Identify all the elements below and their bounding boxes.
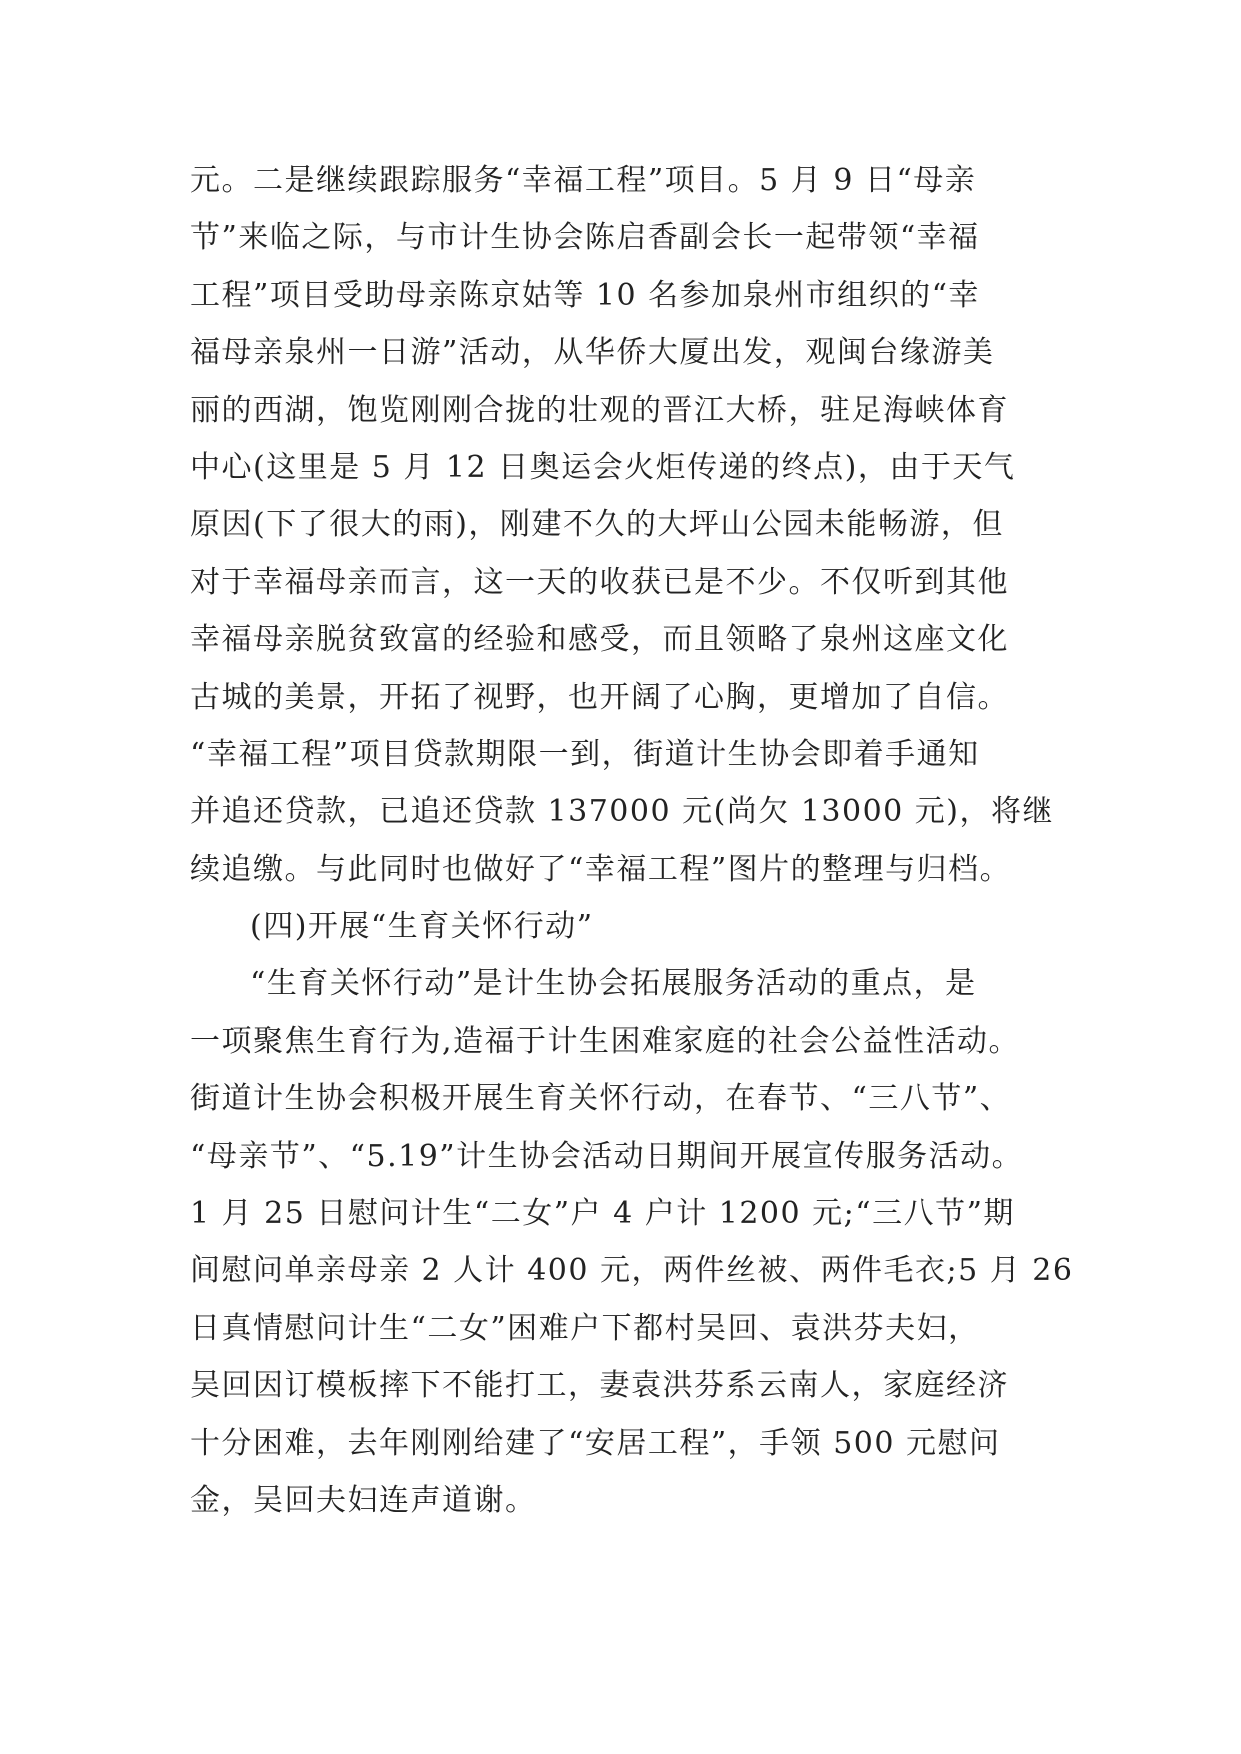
text-line: 原因(下了很大的雨)，刚建不久的大坪山公园未能畅游，但 (190, 507, 1004, 543)
text-line: 古城的美景，开拓了视野，也开阔了心胸，更增加了自信。 (190, 679, 1009, 715)
text-line: 并追还贷款，已追还贷款 137000 元(尚欠 13000 元)，将继 (190, 794, 1055, 830)
text-line: 丽的西湖，饱览刚刚合拢的壮观的晋江大桥，驻足海峡体育 (190, 392, 1009, 428)
section-heading: (四)开展“生育关怀行动” (250, 909, 594, 945)
text-line: 金，吴回夫妇连声道谢。 (190, 1482, 537, 1518)
text-line: 一项聚焦生育行为,造福于计生困难家庭的社会公益性活动。 (190, 1023, 1021, 1059)
text-line: “母亲节”、“5.19”计生协会活动日期间开展宣传服务活动。 (190, 1138, 1024, 1174)
text-line: 日真情慰问计生“二女”困难户下都村吴回、袁洪芬夫妇， (190, 1310, 980, 1346)
text-line: 中心(这里是 5 月 12 日奥运会火炬传递的终点)，由于天气 (190, 449, 1016, 485)
text-line: 街道计生协会积极开展生育关怀行动，在春节、“三八节”、 (190, 1081, 1012, 1117)
text-line: 工程”项目受助母亲陈京姑等 10 名参加泉州市组织的“幸 (190, 277, 980, 313)
text-line: 吴回因订模板摔下不能打工，妻袁洪芬系云南人，家庭经济 (190, 1368, 1009, 1404)
text-line: 幸福母亲脱贫致富的经验和感受，而且领略了泉州这座文化 (190, 622, 1009, 658)
text-line: 元。二是继续跟踪服务“幸福工程”项目。5 月 9 日“母亲 (190, 163, 977, 198)
text-line: 续追缴。与此同时也做好了“幸福工程”图片的整理与归档。 (190, 851, 1012, 887)
text-line: 节”来临之际，与市计生协会陈启香副会长一起带领“幸福 (190, 220, 980, 256)
body-text (190, 152, 1074, 1529)
text-line: 间慰问单亲母亲 2 人计 400 元，两件丝被、两件毛衣;5 月 26 (190, 1253, 1074, 1289)
text-line: 福母亲泉州一日游”活动，从华侨大厦出发，观闽台缘游美 (190, 335, 995, 371)
paragraph-first-line: “生育关怀行动”是计生协会拓展服务活动的重点，是 (250, 966, 977, 1002)
text-line: 1 月 25 日慰问计生“二女”户 4 户计 1200 元;“三八节”期 (190, 1196, 1015, 1232)
text-line: “幸福工程”项目贷款期限一到，街道计生协会即着手通知 (190, 736, 980, 772)
text-line: 十分困难，去年刚刚给建了“安居工程”，手领 500 元慰问 (190, 1425, 1001, 1461)
text-line: 对于幸福母亲而言，这一天的收获已是不少。不仅听到其他 (190, 564, 1009, 600)
